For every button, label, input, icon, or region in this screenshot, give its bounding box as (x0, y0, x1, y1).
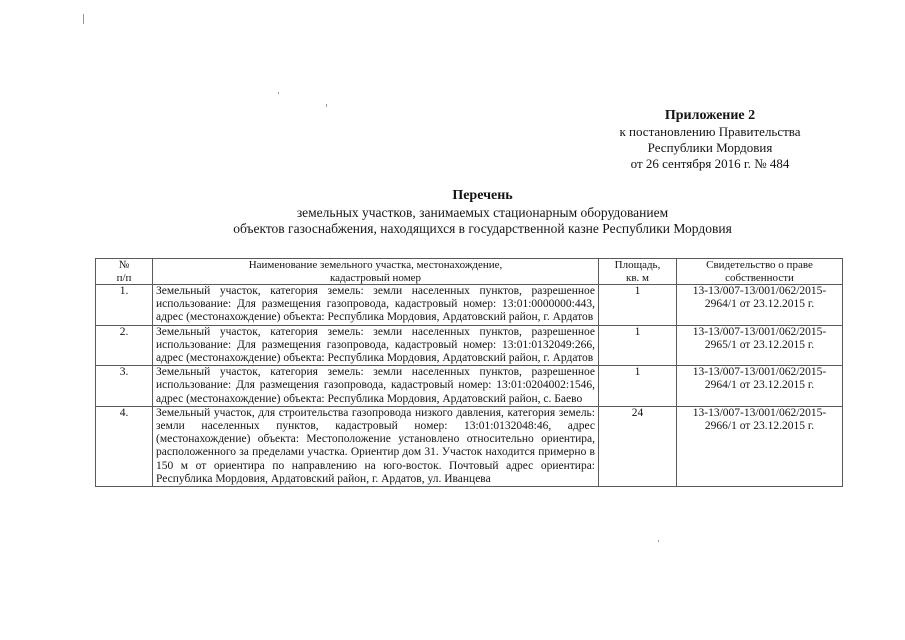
appendix-title: Приложение 2 (664, 108, 756, 123)
scan-speck (326, 104, 327, 107)
row-area: 1 (599, 366, 677, 407)
header-num: № п/п (96, 259, 153, 285)
appendix-line: от 26 сентября 2016 г. № 484 (630, 156, 790, 171)
table-row (96, 325, 843, 366)
row-description: Земельный участок, категория земель: земли населенных пунктов, разрешенное использование: Для размещения газопровода, кадастровый номер: 13:01:0000000:443, адрес (местонахождение) объекта: Республика Мордовия, Ардатовский район, г. Ардатов (153, 285, 599, 326)
document-subtitle: объектов газоснабжения, находящихся в государственной казне Республики Мордовия (233, 221, 732, 236)
header-area: Площадь, кв. м (599, 259, 677, 285)
document-title: Перечень (452, 188, 513, 203)
row-area: 1 (599, 325, 677, 366)
row-number: 3. (96, 366, 153, 407)
row-area: 1 (599, 285, 677, 326)
document-subtitle: земельных участков, занимаемых стационарным оборудованием (296, 205, 669, 220)
header-name: Наименование земельного участка, местонахождение, кадастровый номер (153, 259, 599, 285)
table-row (96, 406, 843, 486)
table-row (96, 285, 843, 326)
table-row (96, 366, 843, 407)
document-heading (120, 188, 845, 237)
row-area: 24 (599, 406, 677, 486)
row-number: 2. (96, 325, 153, 366)
row-certificate: 13-13/007-13/001/062/2015- 2965/1 от 23.12.2015 г. (677, 325, 843, 366)
table-header-row (96, 259, 843, 285)
appendix-line: Республики Мордовия (647, 140, 773, 155)
row-description: Земельный участок, категория земель: земли населенных пунктов, разрешенное использование: Для размещения газопровода, кадастровый номер: 13:01:0132049:266, адрес (местонахождение) объекта: Республика Мордовия, Ардатовский район, г. Ардатов (153, 325, 599, 366)
row-description: Земельный участок, категория земель: земли населенных пунктов, разрешенное использование: Для размещения газопровода, кадастровый номер: 13:01:0204002:1546, адрес (местонахождение) объекта: Республика Мордовия, Ардатовский район, с. Баево (153, 366, 599, 407)
row-certificate: 13-13/007-13/001/062/2015- 2966/1 от 23.12.2015 г. (677, 406, 843, 486)
row-certificate: 13-13/007-13/001/062/2015- 2964/1 от 23.12.2015 г. (677, 285, 843, 326)
row-number: 4. (96, 406, 153, 486)
land-plots-table (95, 258, 843, 487)
appendix-line: к постановлению Правительства (619, 124, 801, 139)
appendix-block (560, 108, 860, 172)
scan-speck (278, 92, 279, 94)
scan-speck (658, 540, 659, 542)
row-description: Земельный участок, для строительства газопровода низкого давления, категория земель: земли населенных пунктов, кадастровый номер: 13:01:0132048:46, адрес (местонахождение) объекта: Местоположение установлено относительно ориентира, расположенного за пределами участка. Ориентир дом 31. Участок находится примерно в 150 м от ориентира по направлению на юго-восток. Почтовый адрес ориентира: Республика Мордовия, Ардатовский район, г. Ардатов, ул. Иванцева (153, 406, 599, 486)
row-number: 1. (96, 285, 153, 326)
scan-speck (83, 14, 84, 24)
row-certificate: 13-13/007-13/001/062/2015- 2964/1 от 23.12.2015 г. (677, 366, 843, 407)
header-cert: Свидетельство о праве собственности (677, 259, 843, 285)
